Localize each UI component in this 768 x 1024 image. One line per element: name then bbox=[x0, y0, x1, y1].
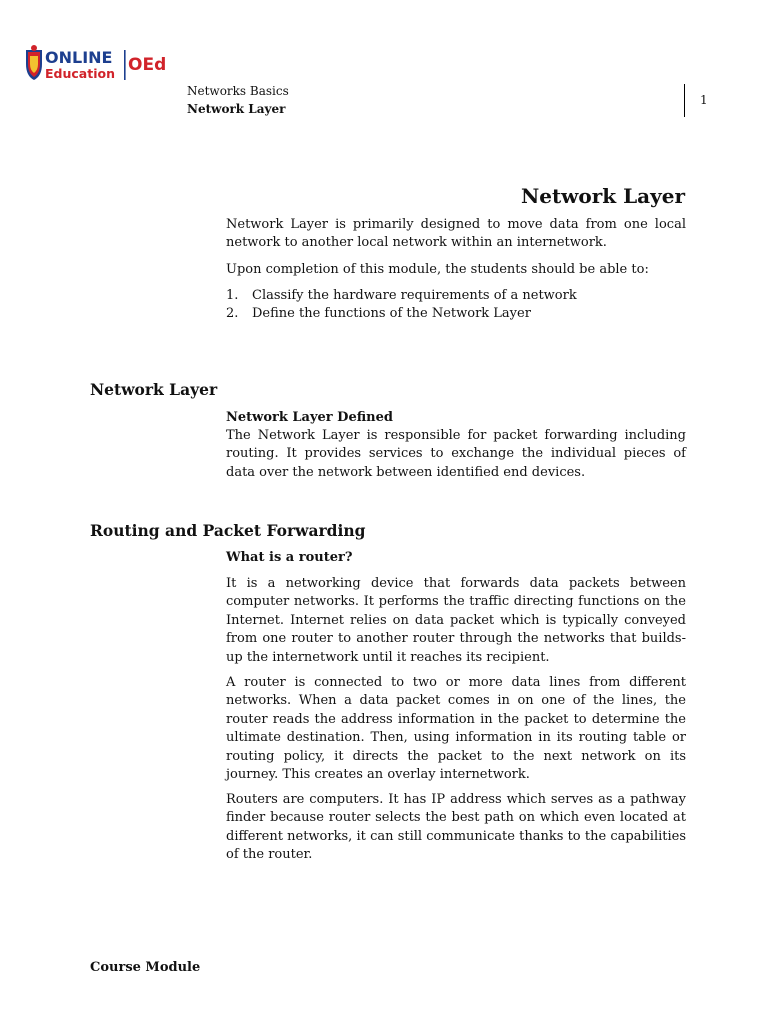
paragraph-text: Routers are computers. It has IP address which serves as a pathway finder because router selects the best path on which even located at different networks, it can still communicate thanks to the capabilities of the router. bbox=[226, 792, 686, 863]
footer-course-module: Course Module bbox=[90, 960, 201, 975]
logo-graphic bbox=[24, 44, 174, 84]
objective-item bbox=[226, 305, 686, 323]
router-paragraph-1 bbox=[226, 575, 686, 667]
logo-education-text: Education bbox=[45, 66, 115, 81]
objectives-list bbox=[226, 287, 686, 324]
intro-paragraph bbox=[226, 216, 686, 253]
logo-online-text: ONLINE bbox=[45, 48, 113, 67]
objectives-lead bbox=[226, 261, 686, 279]
objective-number: 2. bbox=[226, 306, 239, 322]
objective-text: Classify the hardware requirements of a network bbox=[252, 288, 577, 303]
router-paragraph-3 bbox=[226, 791, 686, 865]
paragraph-text: It is a networking device that forwards data packets between computer networks. It performs the traffic directing functions on the Internet. Internet relies on data packet which is typically conveyed from one router to another router through the networks that builds-up the internetwork until it reaches its recipient. bbox=[226, 576, 686, 665]
page-number: 1 bbox=[700, 93, 708, 107]
header-course-name: Networks Basics bbox=[187, 84, 289, 98]
paragraph-text: A router is connected to two or more data lines from different networks. When a data packet comes in on one of the lines, the router reads the address information in the packet to determine the ultimate destination. Then, using information in its routing table or routing policy, it directs the packet to the next network on its journey. This creates an overlay internetwork. bbox=[226, 675, 686, 783]
document-title: Network Layer bbox=[520, 184, 685, 208]
subheading-what-is-router: What is a router? bbox=[226, 550, 353, 565]
logo-oed-text: OEd bbox=[128, 55, 167, 75]
objectives-lead-text: Upon completion of this module, the students should be able to: bbox=[226, 262, 649, 277]
intro-paragraph-text: Network Layer is primarily designed to move data from one local network to another local network within an internetwork. bbox=[226, 217, 686, 251]
objective-number: 1. bbox=[226, 288, 239, 303]
section-heading-network-layer: Network Layer bbox=[90, 380, 218, 399]
router-paragraph-2 bbox=[226, 674, 686, 784]
paragraph-text: The Network Layer is responsible for packet forwarding including routing. It provides services to exchange the individual pieces of data over the network between identified end devices. bbox=[226, 428, 686, 480]
objective-item bbox=[226, 287, 686, 305]
network-layer-defined-paragraph bbox=[226, 427, 686, 482]
page-number-divider bbox=[684, 84, 685, 117]
online-education-logo bbox=[24, 44, 174, 84]
header-module-name: Network Layer bbox=[187, 102, 286, 116]
objective-text: Define the functions of the Network Layer bbox=[252, 306, 531, 322]
section-heading-routing: Routing and Packet Forwarding bbox=[90, 521, 366, 540]
subheading-network-layer-defined: Network Layer Defined bbox=[226, 410, 393, 425]
